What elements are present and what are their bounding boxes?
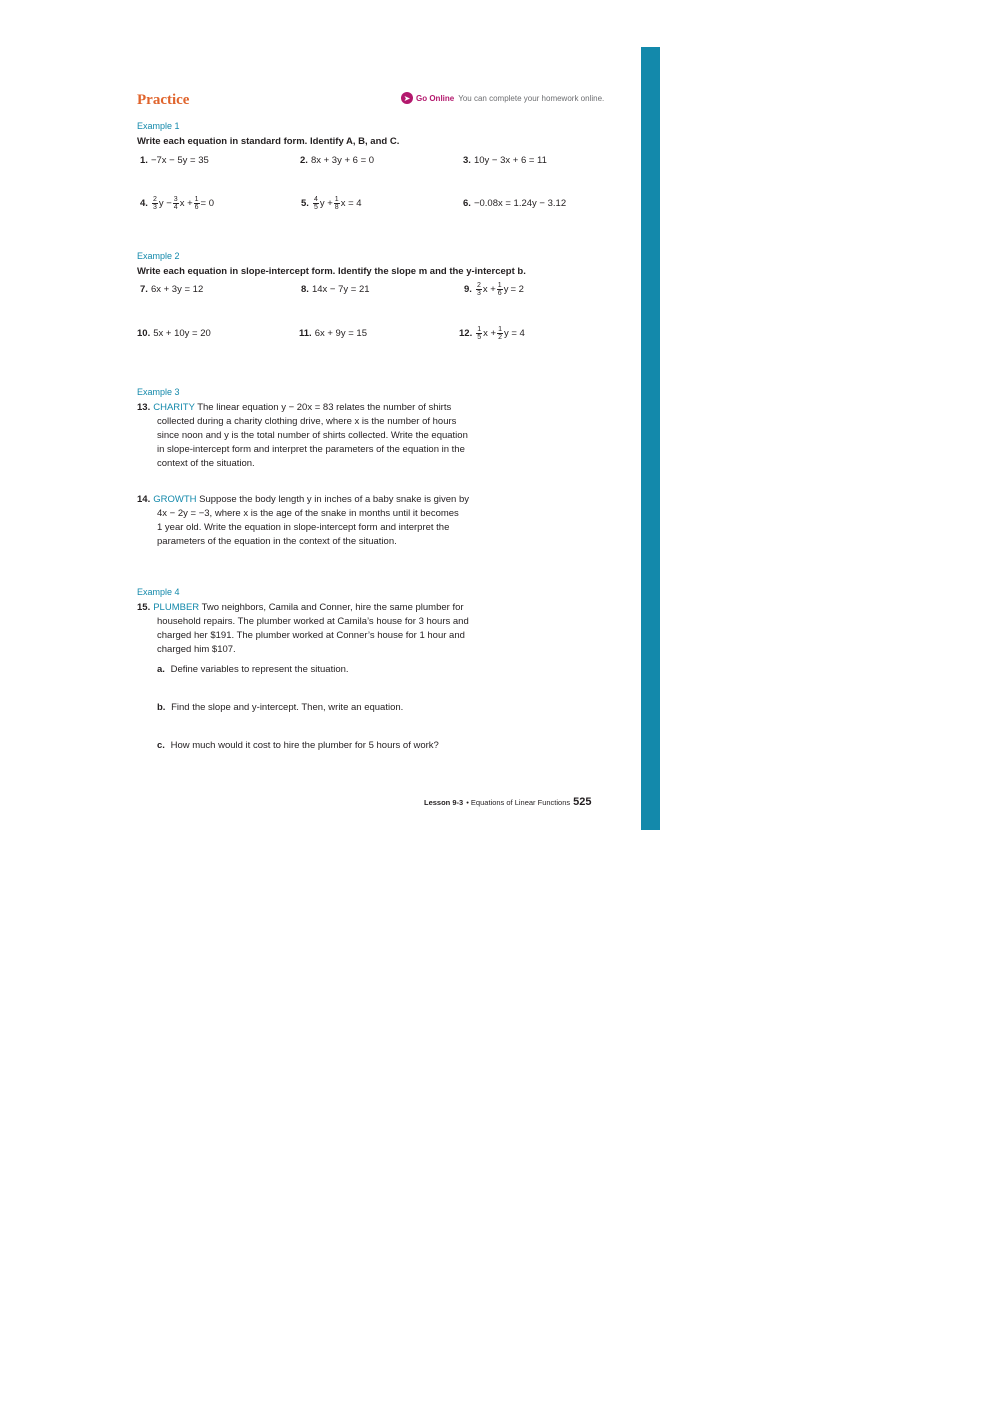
equation: 5x + 10y = 20 xyxy=(153,328,211,339)
problem-number: 3. xyxy=(463,155,471,166)
equation: 6x + 3y = 12 xyxy=(150,284,204,295)
problem-text-line: household repairs. The plumber worked at Camila’s house for 3 hours and xyxy=(157,616,469,627)
problem-number: 6. xyxy=(463,198,471,209)
problem-5 xyxy=(301,196,362,211)
problem-number: 11. xyxy=(299,328,312,339)
term: x + xyxy=(483,328,497,339)
fraction: $\frac{4}{5}$ xyxy=(313,196,318,211)
problem-number: 13. xyxy=(137,402,151,413)
part-label: c. xyxy=(157,740,165,751)
example-1-label: Example 1 xyxy=(137,121,180,131)
fraction: $\frac{1}{6}$ xyxy=(497,282,502,297)
problem-text-line: The linear equation y − 20x = 83 relates the number of shirts xyxy=(197,402,452,413)
problem-number: 15. xyxy=(137,602,151,613)
example-4-label: Example 4 xyxy=(137,587,180,597)
problem-number: 12. xyxy=(459,328,473,339)
problem-9 xyxy=(464,282,524,297)
term: y xyxy=(503,284,509,295)
problem-3 xyxy=(463,155,547,166)
problem-number: 1. xyxy=(140,155,148,166)
problem-text-line: context of the situation. xyxy=(157,458,255,469)
page-edge-bar xyxy=(641,47,660,830)
go-online-text: You can complete your homework online. xyxy=(458,93,605,103)
problem-6 xyxy=(463,198,566,209)
go-online-icon: ➤ xyxy=(401,92,413,104)
problem-number: 9. xyxy=(464,284,472,295)
problem-category: CHARITY xyxy=(153,402,195,413)
problem-15a xyxy=(157,664,349,675)
problem-number: 10. xyxy=(137,328,151,339)
problem-number: 2. xyxy=(300,155,308,166)
equation: −7x − 5y = 35 xyxy=(150,155,209,166)
term: y − xyxy=(158,198,172,209)
problem-15b xyxy=(157,702,403,713)
problem-text-line: charged him $107. xyxy=(157,644,236,655)
page-number: 525 xyxy=(573,796,592,808)
term: y + xyxy=(319,198,333,209)
problem-8 xyxy=(301,284,370,295)
example-2-label: Example 2 xyxy=(137,251,180,261)
problem-category: GROWTH xyxy=(153,494,197,505)
lesson-number: Lesson 9-3 xyxy=(424,798,464,807)
go-online-label[interactable]: Go Online xyxy=(416,93,455,103)
fraction: $\frac{2}{3}$ xyxy=(476,282,481,297)
term: = 0 xyxy=(200,198,215,209)
problem-text-line: parameters of the equation in the context of the situation. xyxy=(157,536,397,547)
problem-text-line: Two neighbors, Camila and Conner, hire the same plumber for xyxy=(201,602,464,613)
problem-11 xyxy=(299,328,367,339)
problem-category: PLUMBER xyxy=(153,602,200,613)
problem-2 xyxy=(300,155,374,166)
fraction: $\frac{1}{5}$ xyxy=(477,326,482,341)
footer-separator: • xyxy=(466,798,469,807)
problem-4 xyxy=(140,196,214,211)
problem-number: 4. xyxy=(140,198,148,209)
problem-number: 8. xyxy=(301,284,309,295)
problem-text-line: collected during a charity clothing drive, where x is the number of hours xyxy=(157,416,457,427)
lesson-title: Equations of Linear Functions xyxy=(470,798,571,807)
equation: −0.08x = 1.24y − 3.12 xyxy=(473,198,567,209)
fraction: $\frac{3}{4}$ xyxy=(173,196,178,211)
fraction: $\frac{2}{3}$ xyxy=(152,196,157,211)
go-online-banner[interactable] xyxy=(401,92,604,104)
problem-text-line: 4x − 2y = −3, where x is the age of the snake in months until it becomes xyxy=(157,508,459,519)
problem-7 xyxy=(140,284,203,295)
example-1-directions: Write each equation in standard form. Identify A, B, and C. xyxy=(137,136,400,147)
equation: 8x + 3y + 6 = 0 xyxy=(310,155,375,166)
problem-text-line: Suppose the body length y in inches of a baby snake is given by xyxy=(199,494,470,505)
problem-15 xyxy=(137,601,517,657)
term: x + xyxy=(179,198,193,209)
fraction: $\frac{1}{2}$ xyxy=(498,326,502,341)
example-2-directions: Write each equation in slope-intercept form. Identify the slope m and the y-intercept b. xyxy=(137,266,526,277)
example-3-label: Example 3 xyxy=(137,387,180,397)
problem-15c xyxy=(157,740,439,751)
term: x + xyxy=(482,284,496,295)
fraction: $\frac{1}{8}$ xyxy=(334,196,339,211)
equation: 6x + 9y = 15 xyxy=(314,328,367,339)
problem-1 xyxy=(140,155,209,166)
problem-number: 7. xyxy=(140,284,148,295)
page-title: Practice xyxy=(137,92,190,108)
problem-number: 14. xyxy=(137,494,151,505)
problem-text-line: 1 year old. Write the equation in slope-intercept form and interpret the xyxy=(157,522,450,533)
part-text: How much would it cost to hire the plumber for 5 hours of work? xyxy=(170,740,439,751)
equation: 14x − 7y = 21 xyxy=(311,284,370,295)
problem-text-line: since noon and y is the total number of shirts collected. Write the equation xyxy=(157,430,468,441)
term: y = 4 xyxy=(503,328,525,339)
term: = 2 xyxy=(510,284,524,295)
fraction: $\frac{1}{6}$ xyxy=(194,196,199,211)
problem-10 xyxy=(137,328,211,339)
part-label: a. xyxy=(157,664,165,675)
page-footer xyxy=(424,796,592,808)
equation: 10y − 3x + 6 = 11 xyxy=(473,155,547,166)
part-text: Find the slope and y-intercept. Then, write an equation. xyxy=(171,702,404,713)
problem-12 xyxy=(459,326,525,341)
problem-number: 5. xyxy=(301,198,309,209)
problem-text-line: charged her $191. The plumber worked at Conner’s house for 1 hour and xyxy=(157,630,465,641)
part-text: Define variables to represent the situation. xyxy=(170,664,349,675)
problem-13 xyxy=(137,401,517,471)
problem-text-line: in slope-intercept form and interpret the parameters of the equation in the xyxy=(157,444,465,455)
part-label: b. xyxy=(157,702,166,713)
term: x = 4 xyxy=(340,198,362,209)
problem-14 xyxy=(137,493,517,549)
